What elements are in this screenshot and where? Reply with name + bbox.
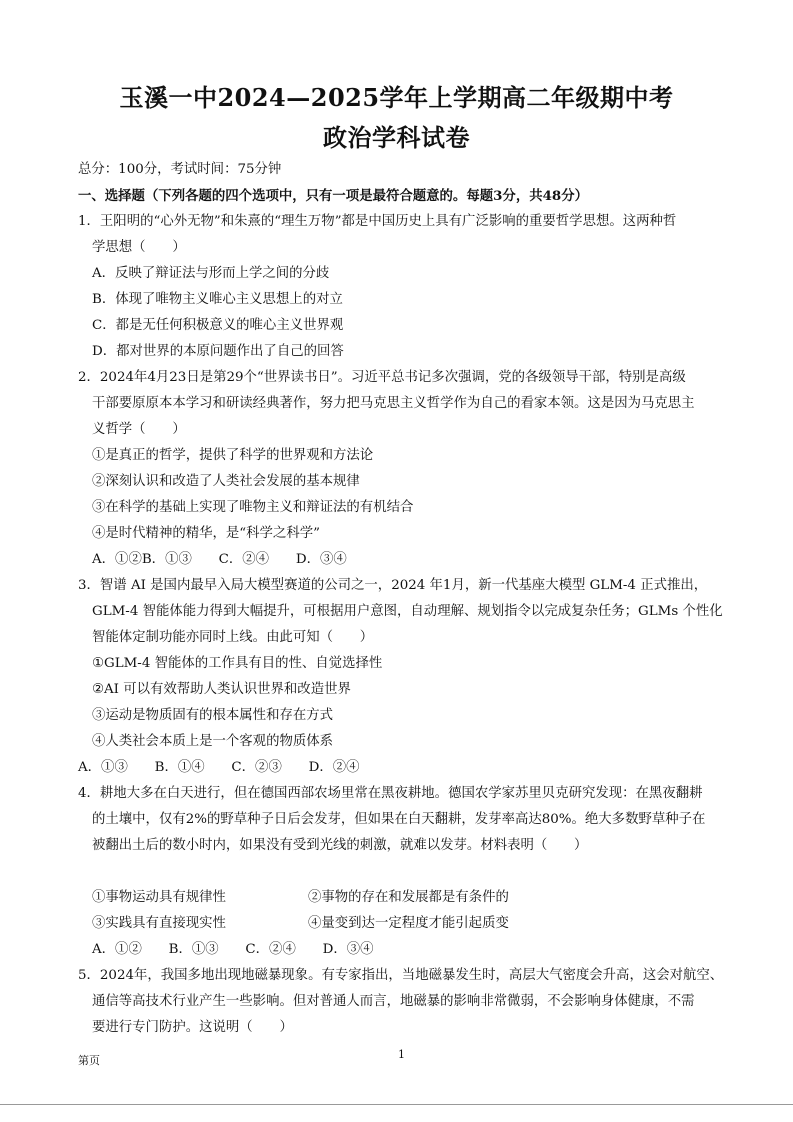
q3-stem-line3: 智能体定制功能亦同时上线。由此可知（ ） bbox=[92, 630, 374, 645]
q1-option-d: D．都对世界的本原问题作出了自己的回答 bbox=[92, 344, 344, 359]
q3-stem-line1: 3．智谱 AI 是国内最早入局大模型赛道的公司之一，2024 年1月，新一代基座大模型 GLM-4 正式推出， bbox=[78, 578, 708, 593]
q4-stem-line1: 4．耕地大多在白天进行，但在德国西部农场里常在黑夜耕地。德国农学家苏里贝克研究发现：在黑夜翻耕 bbox=[78, 786, 703, 801]
q4-statement-1: ①事物运动具有规律性 bbox=[92, 890, 226, 905]
q3-statement-1: ①GLM-4 智能体的工作具有目的性、自觉选择性 bbox=[92, 656, 383, 671]
q4-statement-2: ②事物的存在和发展都是有条件的 bbox=[308, 890, 509, 905]
q5-stem-line1: 5．2024年，我国多地出现地磁暴现象。有专家指出，当地磁暴发生时，高层大气密度会升高，这会对航空、 bbox=[78, 968, 724, 983]
q2-stem-line3: 义哲学（ ） bbox=[92, 422, 186, 437]
q5-stem-line2: 通信等高技术行业产生一些影响。但对普通人而言，地磁暴的影响非常微弱，不会影响身体健康，不需 bbox=[92, 994, 695, 1009]
q2-stem-line1: 2．2024年4月23日是第29个“世界读书日”。习近平总书记多次强调，党的各级领导干部，特别是高级 bbox=[78, 370, 686, 385]
q1-stem-line1: 1．王阳明的“心外无物”和朱熹的“理生万物”都是中国历史上具有广泛影响的重要哲学思想。这两种哲 bbox=[78, 214, 677, 229]
q2-options: A．①②B．①③ C．②④ D．③④ bbox=[92, 552, 347, 567]
q4-options: A．①② B．①③ C．②④ D．③④ bbox=[92, 942, 374, 957]
q1-option-b: B．体现了唯物主义唯心主义思想上的对立 bbox=[92, 292, 343, 307]
section-heading: 一、选择题（下列各题的四个选项中，只有一项是最符合题意的。每题3分，共48分） bbox=[78, 188, 589, 204]
q4-statement-4: ④量变到达一定程度才能引起质变 bbox=[308, 916, 509, 931]
page-bottom-divider bbox=[0, 1104, 793, 1105]
q2-statement-2: ②深刻认识和改造了人类社会发展的基本规律 bbox=[92, 474, 360, 489]
q2-stem-line2: 干部要原原本本学习和研读经典著作，努力把马克思主义哲学作为自己的看家本领。这是因为马克思主 bbox=[92, 396, 695, 411]
exam-info: 总分：100分，考试时间：75分钟 bbox=[78, 162, 282, 177]
q1-option-c: C．都是无任何积极意义的唯心主义世界观 bbox=[92, 318, 344, 333]
q3-stem-line2: GLM-4 智能体能力得到大幅提升，可根据用户意图，自动理解、规划指令以完成复杂任务；GLMs 个性化 bbox=[92, 604, 723, 619]
q1-option-a: A．反映了辩证法与形而上学之间的分歧 bbox=[92, 266, 330, 281]
footer-page-label: 第页 bbox=[78, 1054, 100, 1067]
footer-page-number: 1 bbox=[398, 1048, 405, 1061]
q4-stem-line3: 被翻出土后的数小时内，如果没有受到光线的刺激，就难以发芽。材料表明（ ） bbox=[92, 838, 588, 853]
q4-statement-3: ③实践具有直接现实性 bbox=[92, 916, 226, 931]
q3-statement-4: ④人类社会本质上是一个客观的物质体系 bbox=[92, 734, 334, 749]
exam-title-line1: 玉溪一中2024—2025学年上学期高二年级期中考 bbox=[119, 83, 674, 112]
q2-statement-3: ③在科学的基础上实现了唯物主义和辩证法的有机结合 bbox=[92, 500, 414, 515]
q5-stem-line3: 要进行专门防护。这说明（ ） bbox=[92, 1020, 293, 1035]
q3-options: A．①③ B．①④ C．②③ D．②④ bbox=[78, 760, 360, 775]
q3-statement-3: ③运动是物质固有的根本属性和存在方式 bbox=[92, 708, 334, 723]
q2-statement-4: ④是时代精神的精华，是“科学之科学” bbox=[92, 526, 320, 541]
q1-stem-line2: 学思想（ ） bbox=[92, 240, 186, 255]
exam-title-line2: 政治学科试卷 bbox=[323, 123, 470, 152]
q2-statement-1: ①是真正的哲学，提供了科学的世界观和方法论 bbox=[92, 448, 374, 463]
q3-statement-2: ②AI 可以有效帮助人类认识世界和改造世界 bbox=[92, 682, 351, 697]
q4-stem-line2: 的土壤中，仅有2%的野草种子日后会发芽，但如果在白天翻耕，发芽率高达80%。绝大多数野草种子在 bbox=[92, 812, 706, 827]
